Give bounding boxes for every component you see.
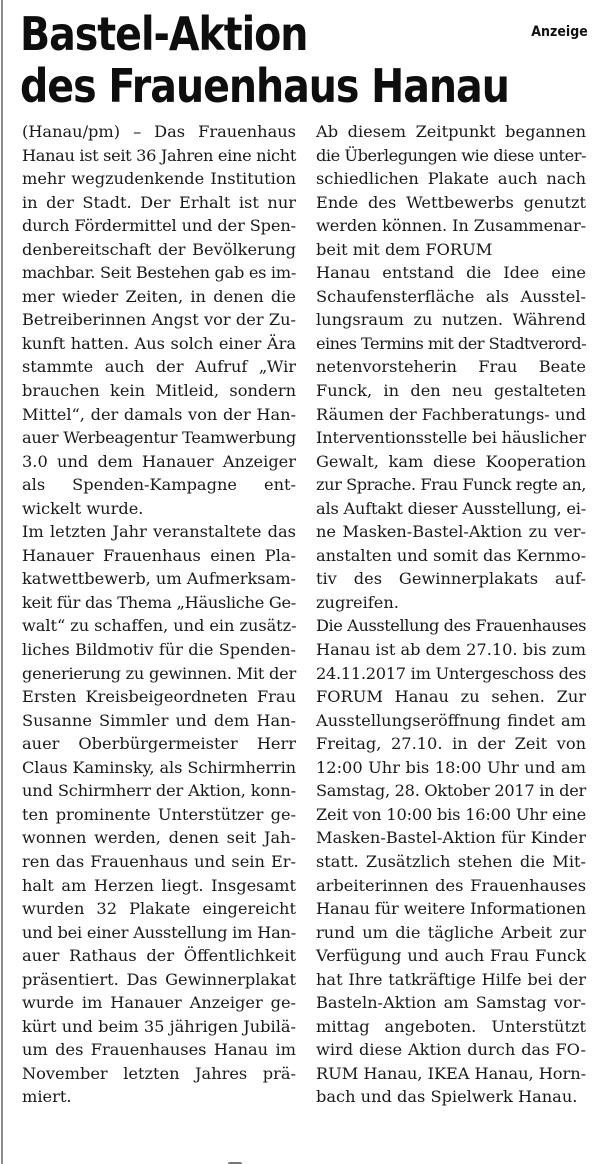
- article-text-line: denbereitschaft der Bevölkerung: [22, 239, 296, 259]
- article-headline: [20, 8, 509, 112]
- article-text-line: statt. Zusätzlich stehen die Mit-: [316, 851, 586, 871]
- article-text-line: in der Stadt. Der Erhalt ist nur: [22, 192, 296, 212]
- article-text-line: beit mit dem FORUM: [316, 239, 493, 259]
- article-text-line: Gewalt, kam diese Kooperation: [316, 451, 586, 471]
- article-text-line: mittag angeboten. Unterstützt: [316, 1016, 586, 1036]
- article-text-line: mehr wegzudenkende Institution: [22, 169, 296, 189]
- article-column-left: [22, 120, 296, 1109]
- article-text-line: keit für das Thema „Häusliche Ge-: [22, 592, 296, 612]
- article-text-line: durch Fördermittel und der Spen-: [22, 216, 296, 236]
- article-text-line: Hanau für weitere Informationen: [316, 899, 586, 919]
- article-text-line: bach und das Spielwerk Hanau.: [316, 1087, 578, 1107]
- article-text-line: ten prominente Unterstützer ge-: [22, 804, 296, 824]
- article-text-line: werden können. In Zusammenar-: [316, 216, 586, 236]
- article-text-line: miert.: [22, 1087, 72, 1107]
- article-text-line: stammte auch der Aufruf „Wir: [22, 357, 296, 377]
- article-text-line: zugreifen.: [316, 592, 399, 612]
- article-text-line: lungsraum zu nutzen. Während: [316, 310, 586, 330]
- article-text-line: Zeit von 10:00 bis 16:00 Uhr eine: [316, 804, 586, 824]
- article-text-line: Hanau entstand die Idee eine: [316, 263, 586, 283]
- article-text-line: Mittel“, der damals von der Han-: [22, 404, 296, 424]
- article-text-line: um des Frauenhauses Hanau im: [22, 1040, 296, 1060]
- article-text-line: 24.11.2017 im Untergeschoss des: [316, 663, 586, 683]
- article-text-line: anstalten und somit das Kernmo-: [316, 545, 586, 565]
- article-text-line: Hanauer Frauenhaus einen Pla-: [22, 545, 296, 565]
- article-text-line: wickelt wurde.: [22, 498, 144, 518]
- article-text-line: Schaufensterfläche als Ausstel-: [316, 286, 586, 306]
- article-text-line: arbeiterinnen des Frauenhauses: [316, 875, 586, 895]
- article-text-line: Betreiberinnen Angst vor der Zu-: [22, 310, 296, 330]
- article-text-line: die Überlegungen wie diese unter-: [316, 145, 586, 165]
- article-text-line: 12:00 Uhr bis 18:00 Uhr und am: [316, 757, 586, 777]
- article-text-line: rund um die tägliche Arbeit zur: [316, 922, 586, 942]
- article-text-line: und bei einer Ausstellung im Han-: [22, 922, 296, 942]
- article-text-line: ne Masken-Bastel-Aktion zu ver-: [316, 522, 586, 542]
- article-text-line: hat Ihre tatkräftige Hilfe bei der: [316, 969, 586, 989]
- article-text-line: wurde im Hanauer Anzeiger ge-: [22, 993, 296, 1013]
- article-text-line: Die Ausstellung des Frauenhauses: [316, 616, 586, 636]
- article-text-line: Verfügung und auch Frau Funck: [316, 946, 586, 966]
- article-text-line: Ersten Kreisbeigeordneten Frau: [22, 687, 296, 707]
- article-text-line: und Schirmherr der Aktion, konn-: [22, 781, 296, 801]
- article-text-line: Im letzten Jahr veranstaltete das: [22, 522, 296, 542]
- advertisement-label: Anzeige: [531, 24, 588, 40]
- article-text-line: wird diese Aktion durch das FO-: [316, 1040, 586, 1060]
- article-text-line: machbar. Seit Bestehen gab es im-: [22, 263, 296, 283]
- article-text-line: präsentiert. Das Gewinnerplakat: [22, 969, 296, 989]
- article-text-line: Freitag, 27.10. in der Zeit von: [316, 734, 586, 754]
- article-text-line: tiv des Gewinnerplakats auf-: [316, 569, 586, 589]
- article-text-line: Räumen der Fachberatungs- und: [316, 404, 586, 424]
- article-text-line: katwettbewerb, um Aufmerksam-: [22, 569, 296, 589]
- article-text-line: als Auftakt dieser Ausstellung, ei-: [316, 498, 586, 518]
- headline-line-2: des Frauenhaus Hanau: [20, 59, 509, 113]
- article-text-line: auer Oberbürgermeister Herr: [22, 734, 296, 754]
- article-text-line: brauchen kein Mitleid, sondern: [22, 381, 296, 401]
- article-column-right: [316, 120, 586, 1109]
- article-text-line: RUM Hanau, IKEA Hanau, Horn-: [316, 1063, 586, 1083]
- article-text-line: Ab diesem Zeitpunkt begannen: [316, 122, 586, 141]
- article-text-line: walt“ zu schaffen, und ein zusätz-: [22, 616, 297, 636]
- article-text-line: Hanau ist ab dem 27.10. bis zum: [316, 640, 586, 660]
- article-text-line: wurden 32 Plakate eingereicht: [22, 899, 296, 919]
- article-text-line: Masken-Bastel-Aktion für Kinder: [316, 828, 586, 848]
- article-text-line: ren das Frauenhaus und sein Er-: [22, 851, 296, 871]
- article-text-line: netenvorsteherin Frau Beate: [316, 357, 586, 377]
- article-text-line: Ende des Wettbewerbs genutzt: [316, 192, 586, 212]
- article-text-line: schiedlichen Plakate auch nach: [316, 169, 586, 189]
- article-text-line: 3.0 und dem Hanauer Anzeiger: [22, 451, 296, 471]
- article-text-line: eines Termins mit der Stadtverord-: [316, 333, 586, 353]
- article-text-line: mer wieder Zeiten, in denen die: [22, 286, 296, 306]
- article-text-line: Basteln-Aktion am Samstag vor-: [316, 993, 586, 1013]
- article-text-line: (Hanau/pm) – Das Frauenhaus: [22, 122, 296, 141]
- article-text-line: Claus Kaminsky, als Schirmherrin: [22, 757, 296, 777]
- page-edge-rule: [1, 0, 3, 1164]
- article-text-line: liches Bildmotiv für die Spenden-: [22, 640, 296, 660]
- article-text-line: kürt und beim 35 jährigen Jubilä-: [22, 1016, 296, 1036]
- article-text-line: Ausstellungseröffnung findet am: [316, 710, 586, 730]
- article-text-line: als Spenden-Kampagne ent-: [22, 475, 296, 495]
- article-text-line: November letzten Jahres prä-: [22, 1063, 296, 1083]
- article-text-line: zur Sprache. Frau Funck regte an,: [316, 475, 586, 495]
- article-text-line: Hanau ist seit 36 Jahren eine nicht: [22, 145, 297, 165]
- article-text-line: auer Werbeagentur Teamwerbung: [22, 428, 296, 448]
- article-text-line: generierung zu gewinnen. Mit der: [22, 663, 296, 683]
- article-text-line: auer Rathaus der Öffentlichkeit: [22, 946, 296, 966]
- article-text-line: FORUM Hanau zu sehen. Zur: [316, 687, 586, 707]
- article-text-line: Interventionsstelle bei häuslicher: [316, 428, 586, 448]
- article-text-line: wonnen werden, denen seit Jah-: [22, 828, 296, 848]
- article-text-line: Susanne Simmler und dem Han-: [22, 710, 296, 730]
- article-text-line: halt am Herzen liegt. Insgesamt: [22, 875, 296, 895]
- article-text-line: Funck, in den neu gestalteten: [316, 381, 586, 401]
- article-text-line: kunft hatten. Aus solch einer Ära: [22, 333, 296, 353]
- headline-line-1: Bastel-Aktion: [20, 7, 308, 61]
- article-text-line: Samstag, 28. Oktober 2017 in der: [316, 781, 586, 801]
